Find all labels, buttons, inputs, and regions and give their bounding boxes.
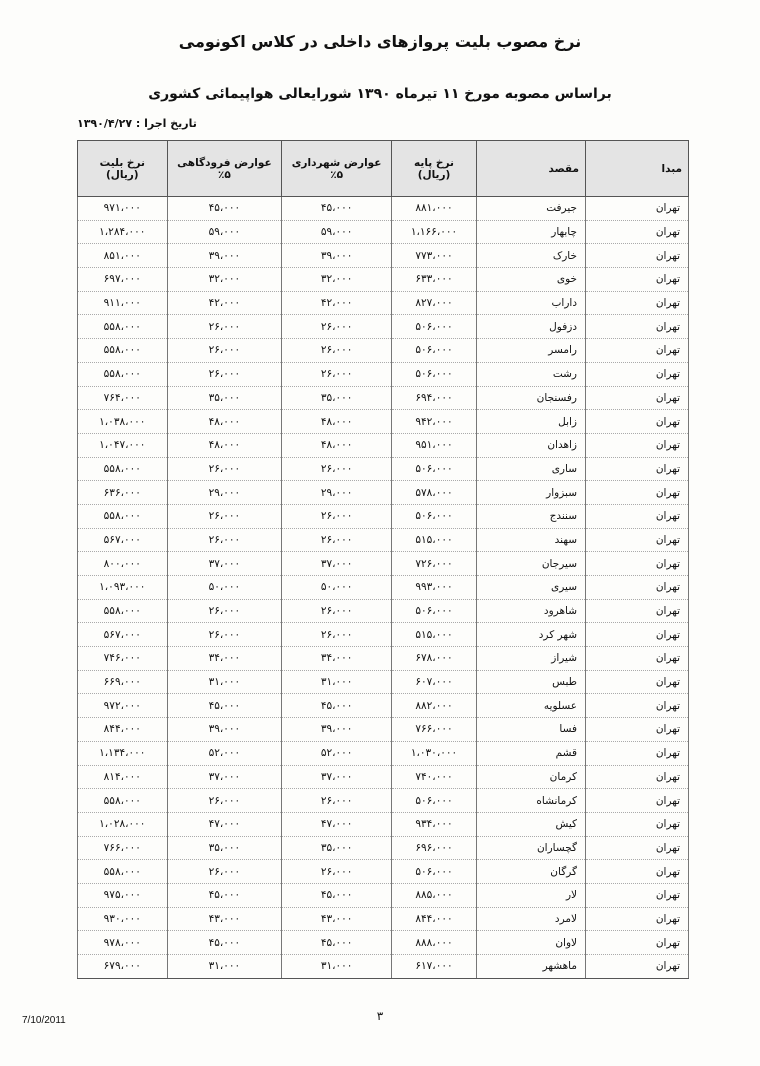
- cell-base-fare: ۸۸۱،۰۰۰: [392, 197, 477, 221]
- cell-origin: تهران: [586, 244, 689, 268]
- cell-origin: تهران: [586, 268, 689, 292]
- table-row: [78, 528, 689, 552]
- cell-origin: تهران: [586, 433, 689, 457]
- table-row: [78, 315, 689, 339]
- table-row: [78, 836, 689, 860]
- cell-airport-fee: ۳۱،۰۰۰: [167, 670, 282, 694]
- cell-municipal-fee: ۴۷،۰۰۰: [282, 812, 392, 836]
- cell-municipal-fee: ۵۹،۰۰۰: [282, 220, 392, 244]
- cell-municipal-fee: ۳۱،۰۰۰: [282, 670, 392, 694]
- column-header-municipal-fee: عوارض شهرداری ۵٪: [282, 141, 392, 197]
- cell-base-fare: ۵۱۵،۰۰۰: [392, 528, 477, 552]
- cell-ticket-fare: ۶۹۷،۰۰۰: [78, 268, 168, 292]
- cell-destination: سنندج: [477, 504, 586, 528]
- cell-ticket-fare: ۹۷۸،۰۰۰: [78, 931, 168, 955]
- cell-destination: عسلویه: [477, 694, 586, 718]
- cell-ticket-fare: ۷۶۴،۰۰۰: [78, 386, 168, 410]
- cell-destination: گرگان: [477, 860, 586, 884]
- cell-airport-fee: ۵۰،۰۰۰: [167, 576, 282, 600]
- cell-base-fare: ۸۲۷،۰۰۰: [392, 291, 477, 315]
- cell-municipal-fee: ۴۳،۰۰۰: [282, 907, 392, 931]
- cell-ticket-fare: ۸۱۴،۰۰۰: [78, 765, 168, 789]
- cell-municipal-fee: ۳۹،۰۰۰: [282, 244, 392, 268]
- cell-airport-fee: ۳۹،۰۰۰: [167, 718, 282, 742]
- table-row: [78, 220, 689, 244]
- cell-ticket-fare: ۶۳۶،۰۰۰: [78, 481, 168, 505]
- cell-base-fare: ۵۰۶،۰۰۰: [392, 362, 477, 386]
- cell-municipal-fee: ۳۹،۰۰۰: [282, 718, 392, 742]
- cell-airport-fee: ۵۲،۰۰۰: [167, 741, 282, 765]
- cell-airport-fee: ۲۶،۰۰۰: [167, 457, 282, 481]
- cell-municipal-fee: ۳۷،۰۰۰: [282, 552, 392, 576]
- cell-municipal-fee: ۳۴،۰۰۰: [282, 647, 392, 671]
- cell-origin: تهران: [586, 694, 689, 718]
- cell-base-fare: ۹۳۴،۰۰۰: [392, 812, 477, 836]
- cell-airport-fee: ۳۵،۰۰۰: [167, 386, 282, 410]
- cell-airport-fee: ۲۶،۰۰۰: [167, 362, 282, 386]
- cell-destination: فسا: [477, 718, 586, 742]
- cell-airport-fee: ۳۵،۰۰۰: [167, 836, 282, 860]
- cell-base-fare: ۱،۰۳۰،۰۰۰: [392, 741, 477, 765]
- cell-origin: تهران: [586, 576, 689, 600]
- cell-origin: تهران: [586, 197, 689, 221]
- cell-municipal-fee: ۳۵،۰۰۰: [282, 386, 392, 410]
- cell-destination: زاهدان: [477, 433, 586, 457]
- cell-origin: تهران: [586, 362, 689, 386]
- table-row: [78, 694, 689, 718]
- cell-destination: لار: [477, 883, 586, 907]
- cell-destination: شهر کرد: [477, 623, 586, 647]
- table-row: [78, 931, 689, 955]
- cell-ticket-fare: ۹۱۱،۰۰۰: [78, 291, 168, 315]
- cell-destination: دزفول: [477, 315, 586, 339]
- cell-destination: شاهرود: [477, 599, 586, 623]
- cell-destination: سبزوار: [477, 481, 586, 505]
- cell-origin: تهران: [586, 504, 689, 528]
- column-header-destination: مقصد: [477, 141, 586, 197]
- cell-municipal-fee: ۲۶،۰۰۰: [282, 860, 392, 884]
- cell-municipal-fee: ۴۸،۰۰۰: [282, 410, 392, 434]
- cell-origin: تهران: [586, 907, 689, 931]
- cell-origin: تهران: [586, 836, 689, 860]
- cell-ticket-fare: ۹۷۲،۰۰۰: [78, 694, 168, 718]
- page-number: ۳: [376, 1009, 384, 1023]
- cell-base-fare: ۹۹۳،۰۰۰: [392, 576, 477, 600]
- print-date: 7/10/2011: [22, 1015, 66, 1026]
- cell-origin: تهران: [586, 528, 689, 552]
- table-row: [78, 197, 689, 221]
- cell-municipal-fee: ۲۶،۰۰۰: [282, 339, 392, 363]
- cell-ticket-fare: ۱،۰۳۸،۰۰۰: [78, 410, 168, 434]
- cell-destination: رفسنجان: [477, 386, 586, 410]
- cell-municipal-fee: ۲۶،۰۰۰: [282, 504, 392, 528]
- cell-base-fare: ۷۲۶،۰۰۰: [392, 552, 477, 576]
- table-row: [78, 386, 689, 410]
- cell-ticket-fare: ۱،۰۲۸،۰۰۰: [78, 812, 168, 836]
- cell-destination: سهند: [477, 528, 586, 552]
- cell-destination: شیراز: [477, 647, 586, 671]
- cell-base-fare: ۹۵۱،۰۰۰: [392, 433, 477, 457]
- cell-base-fare: ۵۰۶،۰۰۰: [392, 504, 477, 528]
- cell-municipal-fee: ۴۵،۰۰۰: [282, 883, 392, 907]
- cell-destination: کرمانشاه: [477, 789, 586, 813]
- cell-origin: تهران: [586, 812, 689, 836]
- cell-ticket-fare: ۱،۲۸۴،۰۰۰: [78, 220, 168, 244]
- cell-ticket-fare: ۸۵۱،۰۰۰: [78, 244, 168, 268]
- cell-airport-fee: ۳۱،۰۰۰: [167, 955, 282, 979]
- cell-base-fare: ۵۰۶،۰۰۰: [392, 315, 477, 339]
- table-row: [78, 718, 689, 742]
- cell-origin: تهران: [586, 220, 689, 244]
- cell-base-fare: ۸۴۴،۰۰۰: [392, 907, 477, 931]
- table-row: [78, 670, 689, 694]
- cell-ticket-fare: ۵۵۸،۰۰۰: [78, 339, 168, 363]
- table-row: [78, 883, 689, 907]
- cell-base-fare: ۵۰۶،۰۰۰: [392, 339, 477, 363]
- cell-base-fare: ۷۶۶،۰۰۰: [392, 718, 477, 742]
- cell-origin: تهران: [586, 647, 689, 671]
- cell-ticket-fare: ۹۷۵،۰۰۰: [78, 883, 168, 907]
- cell-base-fare: ۶۱۷،۰۰۰: [392, 955, 477, 979]
- cell-ticket-fare: ۵۵۸،۰۰۰: [78, 789, 168, 813]
- execution-date: تاریخ اجرا : ۱۳۹۰/۴/۲۷: [77, 117, 197, 130]
- cell-ticket-fare: ۷۴۶،۰۰۰: [78, 647, 168, 671]
- cell-municipal-fee: ۳۵،۰۰۰: [282, 836, 392, 860]
- cell-ticket-fare: ۵۵۸،۰۰۰: [78, 599, 168, 623]
- cell-origin: تهران: [586, 741, 689, 765]
- cell-base-fare: ۹۴۲،۰۰۰: [392, 410, 477, 434]
- cell-ticket-fare: ۱،۰۹۳،۰۰۰: [78, 576, 168, 600]
- cell-ticket-fare: ۵۵۸،۰۰۰: [78, 860, 168, 884]
- cell-ticket-fare: ۵۶۷،۰۰۰: [78, 623, 168, 647]
- cell-base-fare: ۷۷۳،۰۰۰: [392, 244, 477, 268]
- table-row: [78, 955, 689, 979]
- cell-ticket-fare: ۵۵۸،۰۰۰: [78, 457, 168, 481]
- cell-destination: خارک: [477, 244, 586, 268]
- cell-municipal-fee: ۲۶،۰۰۰: [282, 362, 392, 386]
- table-row: [78, 576, 689, 600]
- cell-airport-fee: ۴۸،۰۰۰: [167, 410, 282, 434]
- cell-airport-fee: ۲۶،۰۰۰: [167, 504, 282, 528]
- cell-municipal-fee: ۲۶،۰۰۰: [282, 528, 392, 552]
- cell-airport-fee: ۲۶،۰۰۰: [167, 860, 282, 884]
- cell-origin: تهران: [586, 670, 689, 694]
- cell-airport-fee: ۲۶،۰۰۰: [167, 789, 282, 813]
- cell-airport-fee: ۳۷،۰۰۰: [167, 765, 282, 789]
- cell-origin: تهران: [586, 410, 689, 434]
- table-row: [78, 504, 689, 528]
- cell-origin: تهران: [586, 718, 689, 742]
- cell-airport-fee: ۲۶،۰۰۰: [167, 315, 282, 339]
- cell-airport-fee: ۲۶،۰۰۰: [167, 623, 282, 647]
- table-row: [78, 765, 689, 789]
- cell-airport-fee: ۴۵،۰۰۰: [167, 197, 282, 221]
- cell-airport-fee: ۲۶،۰۰۰: [167, 339, 282, 363]
- cell-base-fare: ۶۹۴،۰۰۰: [392, 386, 477, 410]
- cell-municipal-fee: ۴۸،۰۰۰: [282, 433, 392, 457]
- cell-ticket-fare: ۹۳۰،۰۰۰: [78, 907, 168, 931]
- cell-origin: تهران: [586, 883, 689, 907]
- cell-airport-fee: ۴۵،۰۰۰: [167, 931, 282, 955]
- cell-municipal-fee: ۲۶،۰۰۰: [282, 315, 392, 339]
- cell-airport-fee: ۲۶،۰۰۰: [167, 528, 282, 552]
- cell-destination: لاوان: [477, 931, 586, 955]
- table-row: [78, 433, 689, 457]
- cell-destination: گچساران: [477, 836, 586, 860]
- cell-origin: تهران: [586, 291, 689, 315]
- cell-base-fare: ۸۸۵،۰۰۰: [392, 883, 477, 907]
- table-row: [78, 481, 689, 505]
- cell-ticket-fare: ۶۶۹،۰۰۰: [78, 670, 168, 694]
- cell-municipal-fee: ۴۲،۰۰۰: [282, 291, 392, 315]
- cell-municipal-fee: ۵۰،۰۰۰: [282, 576, 392, 600]
- cell-airport-fee: ۳۴،۰۰۰: [167, 647, 282, 671]
- cell-municipal-fee: ۲۹،۰۰۰: [282, 481, 392, 505]
- cell-municipal-fee: ۲۶،۰۰۰: [282, 457, 392, 481]
- table-row: [78, 623, 689, 647]
- cell-airport-fee: ۲۶،۰۰۰: [167, 599, 282, 623]
- cell-airport-fee: ۳۹،۰۰۰: [167, 244, 282, 268]
- cell-origin: تهران: [586, 860, 689, 884]
- cell-base-fare: ۶۷۸،۰۰۰: [392, 647, 477, 671]
- cell-municipal-fee: ۴۵،۰۰۰: [282, 197, 392, 221]
- cell-origin: تهران: [586, 599, 689, 623]
- cell-base-fare: ۶۹۶،۰۰۰: [392, 836, 477, 860]
- cell-airport-fee: ۴۵،۰۰۰: [167, 694, 282, 718]
- column-header-origin: مبدا: [586, 141, 689, 197]
- table-row: [78, 741, 689, 765]
- cell-destination: ساری: [477, 457, 586, 481]
- cell-airport-fee: ۲۹،۰۰۰: [167, 481, 282, 505]
- table-row: [78, 789, 689, 813]
- cell-municipal-fee: ۲۶،۰۰۰: [282, 599, 392, 623]
- fare-table-body: [78, 197, 689, 979]
- cell-destination: کرمان: [477, 765, 586, 789]
- cell-base-fare: ۵۱۵،۰۰۰: [392, 623, 477, 647]
- fare-table: [77, 140, 689, 979]
- cell-airport-fee: ۳۷،۰۰۰: [167, 552, 282, 576]
- cell-base-fare: ۶۳۳،۰۰۰: [392, 268, 477, 292]
- cell-destination: قشم: [477, 741, 586, 765]
- table-row: [78, 244, 689, 268]
- cell-destination: داراب: [477, 291, 586, 315]
- page-subtitle: براساس مصوبه مورخ ۱۱ تیرماه ۱۳۹۰ شورایعالی هواپیمائی کشوری: [148, 86, 612, 102]
- cell-destination: رامسر: [477, 339, 586, 363]
- cell-base-fare: ۸۸۸،۰۰۰: [392, 931, 477, 955]
- cell-base-fare: ۸۸۲،۰۰۰: [392, 694, 477, 718]
- cell-ticket-fare: ۱،۱۳۴،۰۰۰: [78, 741, 168, 765]
- table-row: [78, 291, 689, 315]
- cell-destination: چابهار: [477, 220, 586, 244]
- cell-ticket-fare: ۵۵۸،۰۰۰: [78, 362, 168, 386]
- table-row: [78, 268, 689, 292]
- cell-destination: سیری: [477, 576, 586, 600]
- cell-destination: سیرجان: [477, 552, 586, 576]
- cell-origin: تهران: [586, 931, 689, 955]
- cell-base-fare: ۶۰۷،۰۰۰: [392, 670, 477, 694]
- cell-base-fare: ۵۰۶،۰۰۰: [392, 599, 477, 623]
- cell-origin: تهران: [586, 315, 689, 339]
- cell-origin: تهران: [586, 457, 689, 481]
- cell-origin: تهران: [586, 955, 689, 979]
- table-row: [78, 339, 689, 363]
- cell-ticket-fare: ۶۷۹،۰۰۰: [78, 955, 168, 979]
- table-row: [78, 812, 689, 836]
- cell-municipal-fee: ۳۱،۰۰۰: [282, 955, 392, 979]
- table-row: [78, 599, 689, 623]
- cell-ticket-fare: ۹۷۱،۰۰۰: [78, 197, 168, 221]
- cell-origin: تهران: [586, 552, 689, 576]
- cell-destination: ماهشهر: [477, 955, 586, 979]
- cell-destination: خوی: [477, 268, 586, 292]
- table-row: [78, 410, 689, 434]
- column-header-ticket-fare: نرخ بلیت (ریال): [78, 141, 168, 197]
- cell-destination: لامرد: [477, 907, 586, 931]
- cell-base-fare: ۷۴۰،۰۰۰: [392, 765, 477, 789]
- cell-origin: تهران: [586, 386, 689, 410]
- cell-airport-fee: ۴۳،۰۰۰: [167, 907, 282, 931]
- cell-municipal-fee: ۳۷،۰۰۰: [282, 765, 392, 789]
- table-row: [78, 647, 689, 671]
- cell-airport-fee: ۴۸،۰۰۰: [167, 433, 282, 457]
- cell-airport-fee: ۵۹،۰۰۰: [167, 220, 282, 244]
- cell-origin: تهران: [586, 789, 689, 813]
- cell-destination: کیش: [477, 812, 586, 836]
- page-title: نرخ مصوب بلیت پروازهای داخلی در کلاس اکونومی: [178, 32, 582, 51]
- cell-airport-fee: ۴۵،۰۰۰: [167, 883, 282, 907]
- cell-ticket-fare: ۸۰۰،۰۰۰: [78, 552, 168, 576]
- fare-table-header: [78, 141, 689, 197]
- cell-ticket-fare: ۷۶۶،۰۰۰: [78, 836, 168, 860]
- cell-base-fare: ۱،۱۶۶،۰۰۰: [392, 220, 477, 244]
- cell-base-fare: ۵۰۶،۰۰۰: [392, 457, 477, 481]
- cell-destination: زابل: [477, 410, 586, 434]
- cell-origin: تهران: [586, 765, 689, 789]
- cell-base-fare: ۵۰۶،۰۰۰: [392, 789, 477, 813]
- cell-base-fare: ۵۷۸،۰۰۰: [392, 481, 477, 505]
- cell-municipal-fee: ۲۶،۰۰۰: [282, 623, 392, 647]
- cell-municipal-fee: ۳۲،۰۰۰: [282, 268, 392, 292]
- cell-ticket-fare: ۱،۰۴۷،۰۰۰: [78, 433, 168, 457]
- cell-municipal-fee: ۵۲،۰۰۰: [282, 741, 392, 765]
- cell-municipal-fee: ۴۵،۰۰۰: [282, 931, 392, 955]
- table-row: [78, 362, 689, 386]
- cell-origin: تهران: [586, 339, 689, 363]
- cell-municipal-fee: ۲۶،۰۰۰: [282, 789, 392, 813]
- cell-airport-fee: ۴۲،۰۰۰: [167, 291, 282, 315]
- cell-origin: تهران: [586, 623, 689, 647]
- cell-destination: جیرفت: [477, 197, 586, 221]
- cell-airport-fee: ۴۷،۰۰۰: [167, 812, 282, 836]
- column-header-base-fare: نرخ پایه (ریال): [392, 141, 477, 197]
- cell-destination: طبس: [477, 670, 586, 694]
- table-row: [78, 860, 689, 884]
- table-row: [78, 907, 689, 931]
- cell-ticket-fare: ۵۵۸،۰۰۰: [78, 504, 168, 528]
- cell-origin: تهران: [586, 481, 689, 505]
- column-header-airport-fee: عوارض فرودگاهی ۵٪: [167, 141, 282, 197]
- table-row: [78, 552, 689, 576]
- cell-ticket-fare: ۵۶۷،۰۰۰: [78, 528, 168, 552]
- cell-airport-fee: ۳۲،۰۰۰: [167, 268, 282, 292]
- cell-ticket-fare: ۵۵۸،۰۰۰: [78, 315, 168, 339]
- table-row: [78, 457, 689, 481]
- header-row: [78, 141, 689, 197]
- cell-municipal-fee: ۴۵،۰۰۰: [282, 694, 392, 718]
- cell-destination: رشت: [477, 362, 586, 386]
- cell-ticket-fare: ۸۴۴،۰۰۰: [78, 718, 168, 742]
- cell-base-fare: ۵۰۶،۰۰۰: [392, 860, 477, 884]
